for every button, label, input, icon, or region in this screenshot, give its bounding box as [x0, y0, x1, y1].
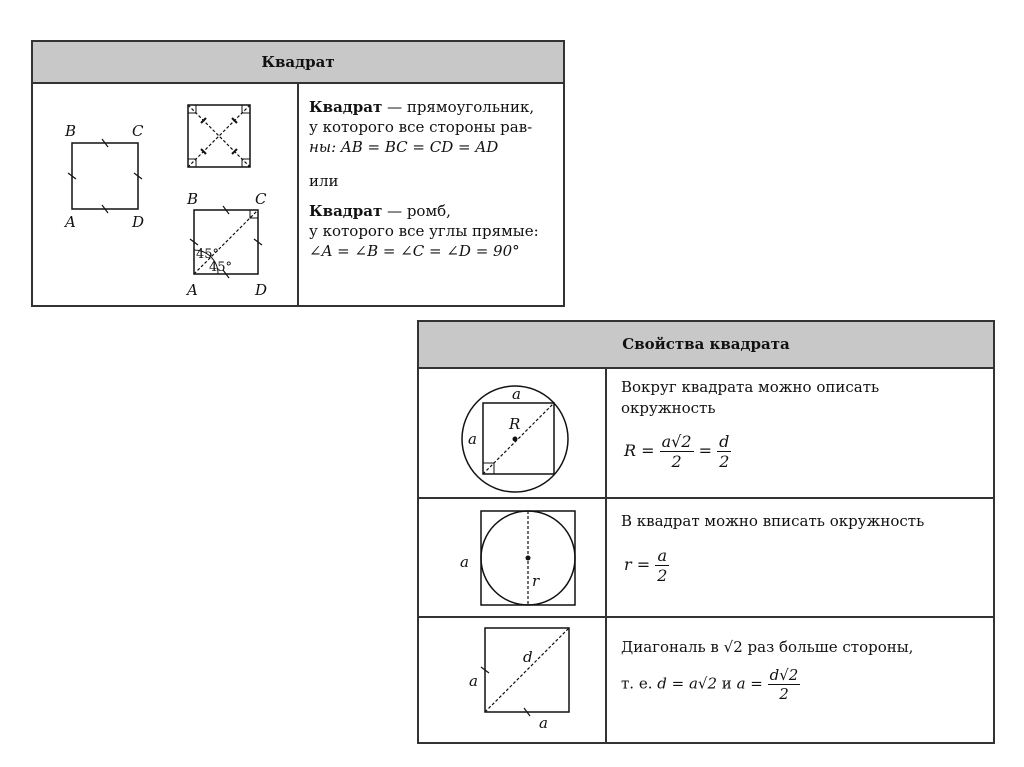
angle-45-top: 45°: [196, 247, 220, 262]
label-a: a: [460, 553, 469, 571]
column-divider: [605, 369, 607, 744]
row1-formula: R = $\frac{a√2}{2}$ = $\frac{d}{2}$: [624, 432, 730, 471]
definition-2-line-2: у которого все углы прямые:: [309, 222, 539, 240]
row1-text-line-1: Вокруг квадрата можно описать: [621, 378, 880, 396]
circumscribed-circle-figure: [459, 384, 589, 504]
table-square-properties: [417, 320, 995, 744]
definition-2-line-3: ∠A = ∠B = ∠C = ∠D = 90°: [309, 242, 520, 260]
square-45-figure: [183, 192, 293, 302]
definition-1-line-2: у которого все стороны рав-: [309, 118, 533, 136]
table-header: [33, 42, 563, 84]
square-diagonals-figure: [183, 100, 263, 180]
table-title: Квадрат: [261, 53, 335, 71]
label-a: A: [65, 213, 76, 231]
label-a-bottom: a: [539, 714, 548, 732]
row2-formula: r = $\frac{a}{2}$: [624, 546, 668, 585]
definition-2-line-1: Квадрат — ромб,: [309, 202, 451, 220]
label-b: B: [187, 190, 199, 208]
label-r: R: [509, 415, 521, 433]
row3-text-line-1: Диагональ в √2 раз больше стороны,: [621, 638, 914, 656]
row1-text-line-2: окружность: [621, 399, 716, 417]
definition-1-line-3: ны: AB = BC = CD = AD: [309, 138, 499, 156]
row3-formula: т. е. d = a√2 и a = $\frac{d√2}{2}$: [621, 666, 799, 703]
table-title: Свойства квадрата: [622, 335, 790, 353]
label-b: B: [65, 122, 77, 140]
definition-1-line-1: Квадрат — прямоугольник,: [309, 98, 535, 116]
label-c: C: [132, 122, 144, 140]
label-d: d: [523, 648, 533, 666]
angle-45-bottom: 45°: [209, 260, 233, 275]
label-a-left: a: [468, 430, 477, 448]
table-square-definition: [31, 40, 565, 307]
label-c: C: [255, 190, 267, 208]
label-r: r: [532, 572, 540, 590]
table-header: [419, 322, 993, 369]
label-d: D: [255, 281, 268, 299]
label-d: D: [132, 213, 145, 231]
diagonal-square-figure: [455, 622, 595, 742]
label-a-top: a: [512, 385, 521, 403]
column-divider: [297, 84, 299, 307]
row2-text: В квадрат можно вписать окружность: [621, 512, 925, 530]
or-text: или: [309, 172, 339, 190]
square-abcd-figure: [61, 120, 201, 230]
label-a: A: [187, 281, 198, 299]
label-a-left: a: [469, 672, 478, 690]
inscribed-circle-figure: [455, 508, 595, 618]
